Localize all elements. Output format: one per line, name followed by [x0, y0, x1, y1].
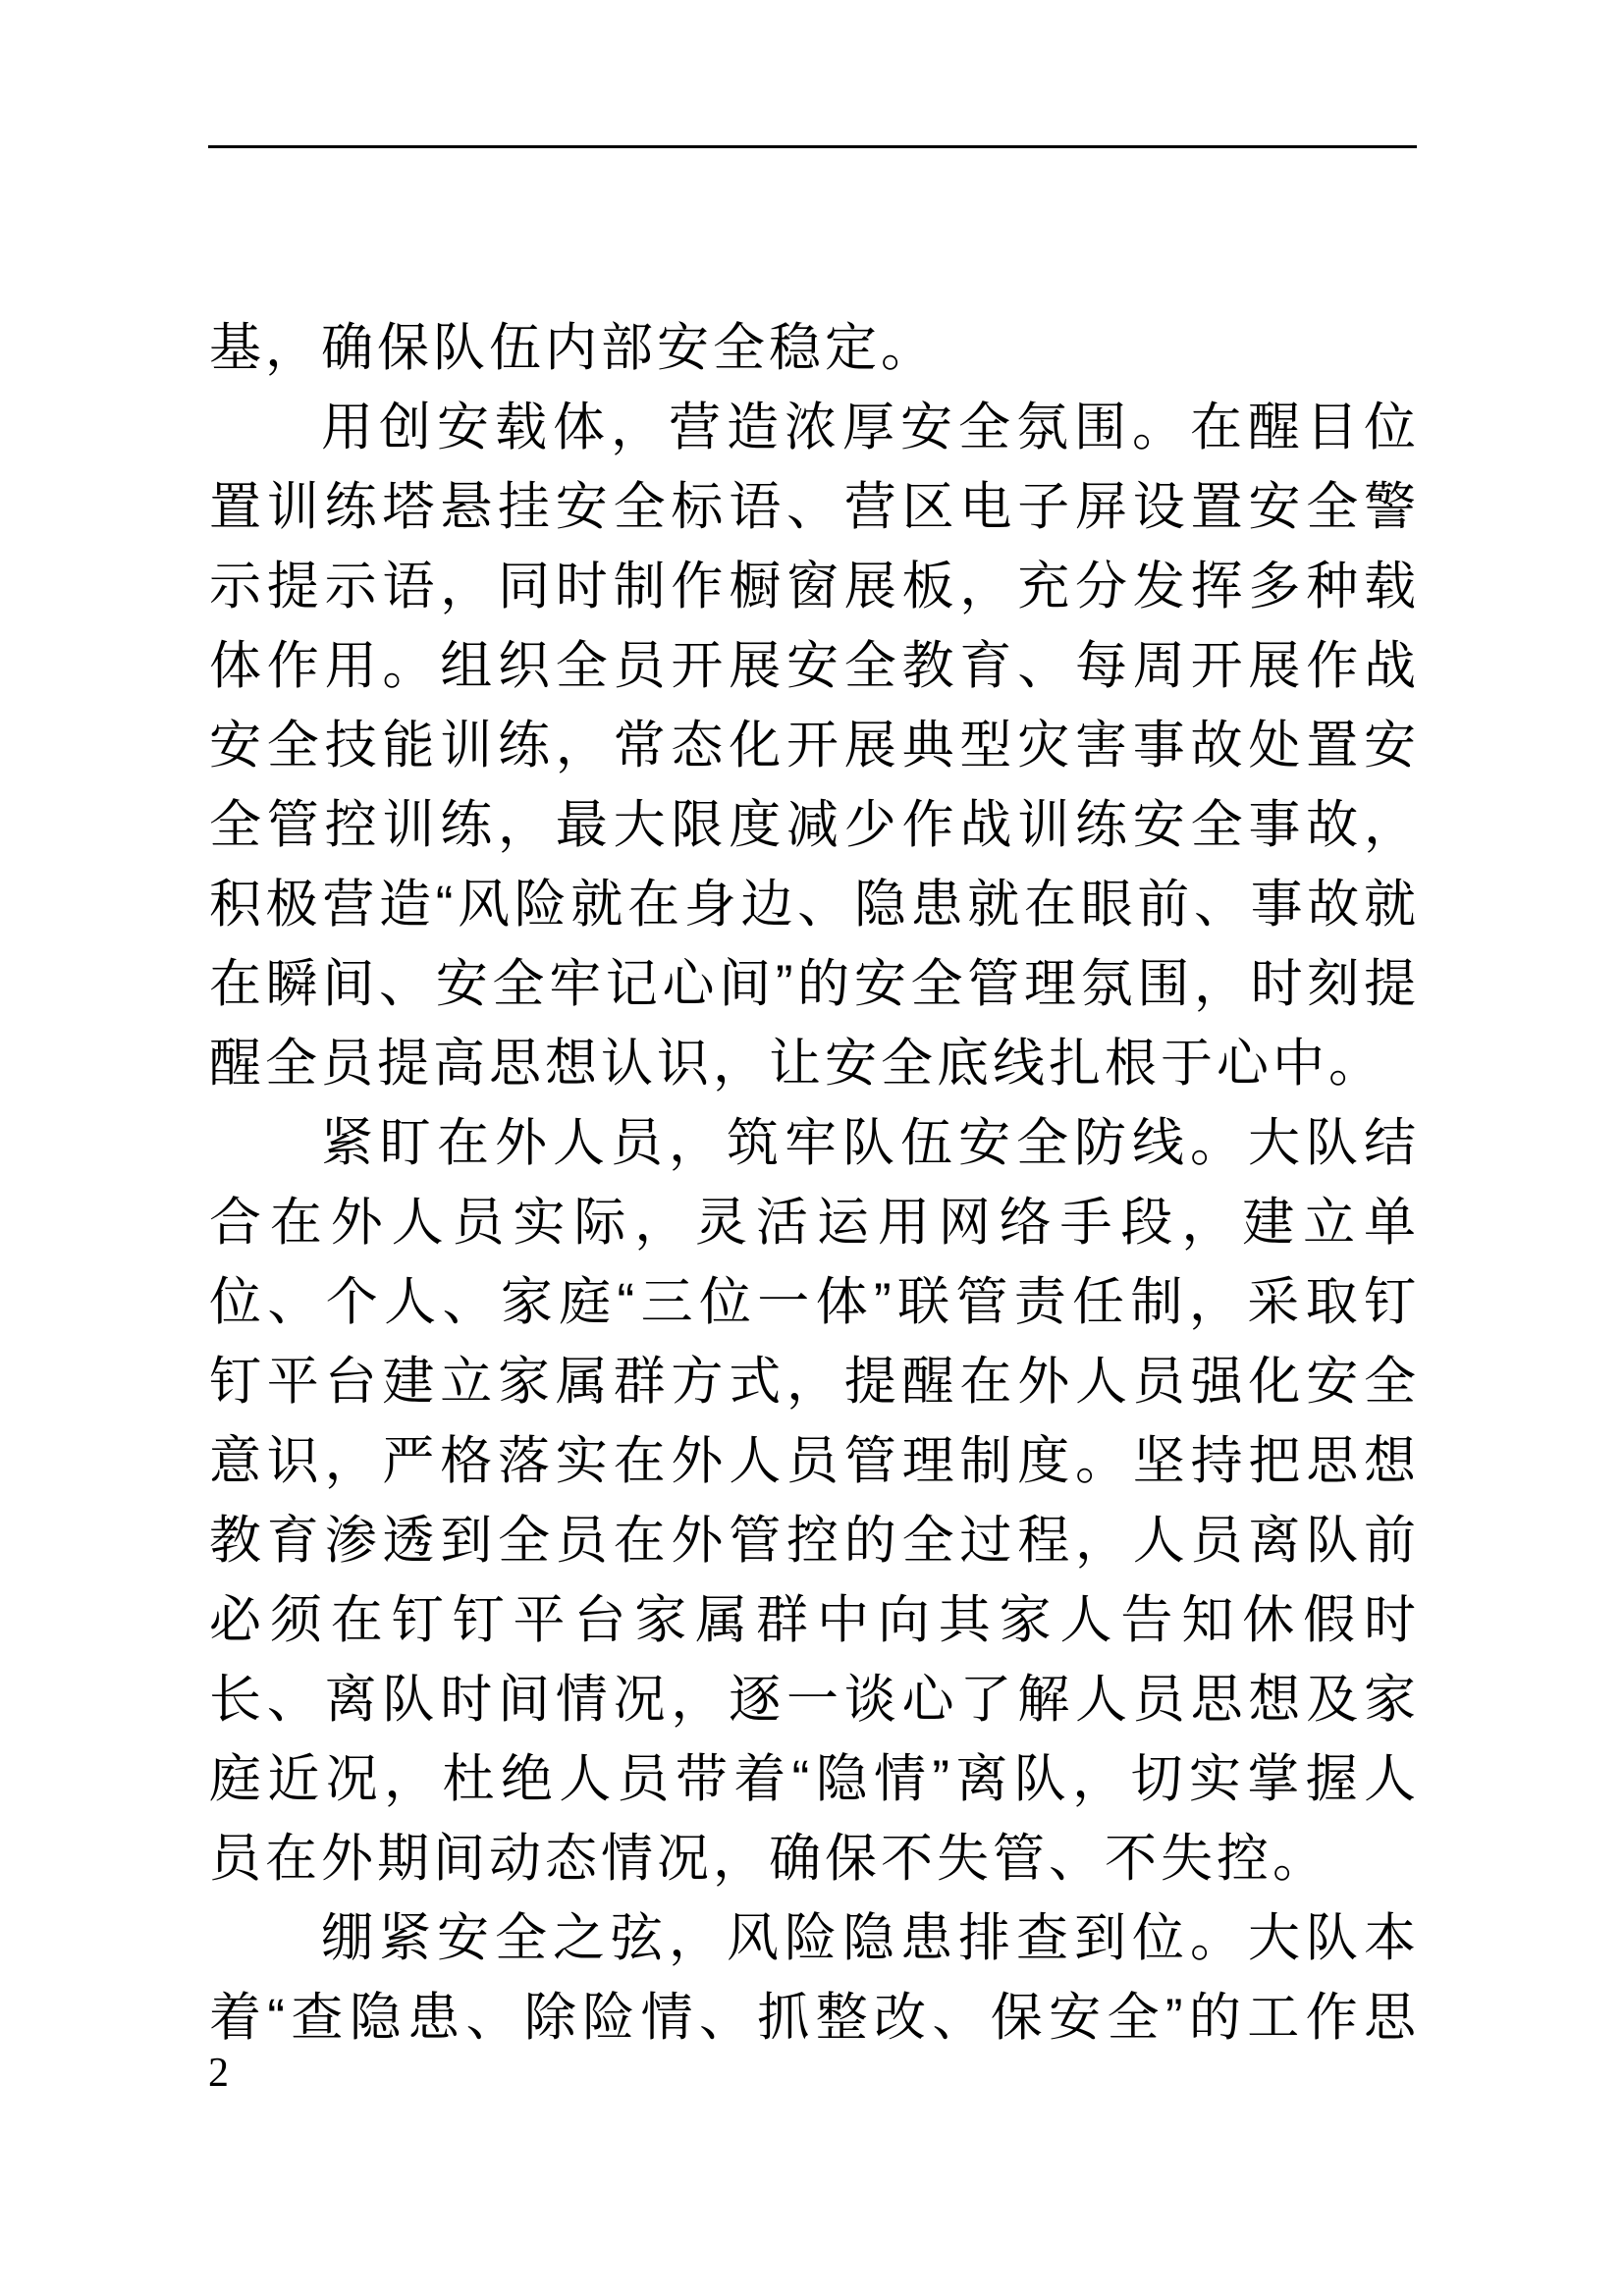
- text-line: 钉平台建立家属群方式，提醒在外人员强化安全: [209, 1353, 1416, 1411]
- text-line: 必须在钉钉平台家属群中向其家人告知休假时: [209, 1591, 1416, 1649]
- text-line: 教育渗透到全员在外管控的全过程，人员离队前: [209, 1512, 1416, 1570]
- text-line: 员在外期间动态情况，确保不失管、不失控。: [209, 1830, 1328, 1888]
- text-line: 示提示语，同时制作橱窗展板，充分发挥多种载: [209, 558, 1416, 615]
- text-line: 紧盯在外人员，筑牢队伍安全防线。大队结: [321, 1114, 1416, 1172]
- text-line: 绷紧安全之弦，风险隐患排查到位。大队本: [321, 1909, 1416, 1967]
- text-line: 合在外人员实际，灵活运用网络手段，建立单: [209, 1194, 1416, 1252]
- text-line: 长、离队时间情况，逐一谈心了解人员思想及家: [209, 1671, 1416, 1729]
- text-line: 安全技能训练，常态化开展典型灾害事故处置安: [209, 717, 1416, 774]
- text-line: 在瞬间、安全牢记心间”的安全管理氛围，时刻提: [209, 955, 1416, 1013]
- body-text: [209, 308, 1416, 2057]
- header-rule: [208, 145, 1417, 148]
- text-line: 置训练塔悬挂安全标语、营区电子屏设置安全警: [209, 478, 1416, 536]
- text-line: 醒全员提高思想认识，让安全底线扎根于心中。: [209, 1035, 1384, 1093]
- text-line: 用创安载体，营造浓厚安全氛围。在醒目位: [321, 399, 1416, 456]
- text-line: 全管控训练，最大限度减少作战训练安全事故，: [209, 796, 1416, 854]
- page-number: 2: [208, 2051, 229, 2096]
- text-line: 体作用。组织全员开展安全教育、每周开展作战: [209, 637, 1416, 695]
- text-line: 庭近况，杜绝人员带着“隐情”离队，切实掌握人: [209, 1750, 1416, 1808]
- text-line: 意识，严格落实在外人员管理制度。坚持把思想: [209, 1432, 1416, 1490]
- text-line: 积极营造“风险就在身边、隐患就在眼前、事故就: [209, 876, 1416, 934]
- text-line: 着“查隐患、除险情、抓整改、保安全”的工作思: [209, 1989, 1416, 2047]
- text-line: 基，确保队伍内部安全稳定。: [209, 319, 937, 377]
- text-line: 位、个人、家庭“三位一体”联管责任制，采取钉: [209, 1273, 1416, 1331]
